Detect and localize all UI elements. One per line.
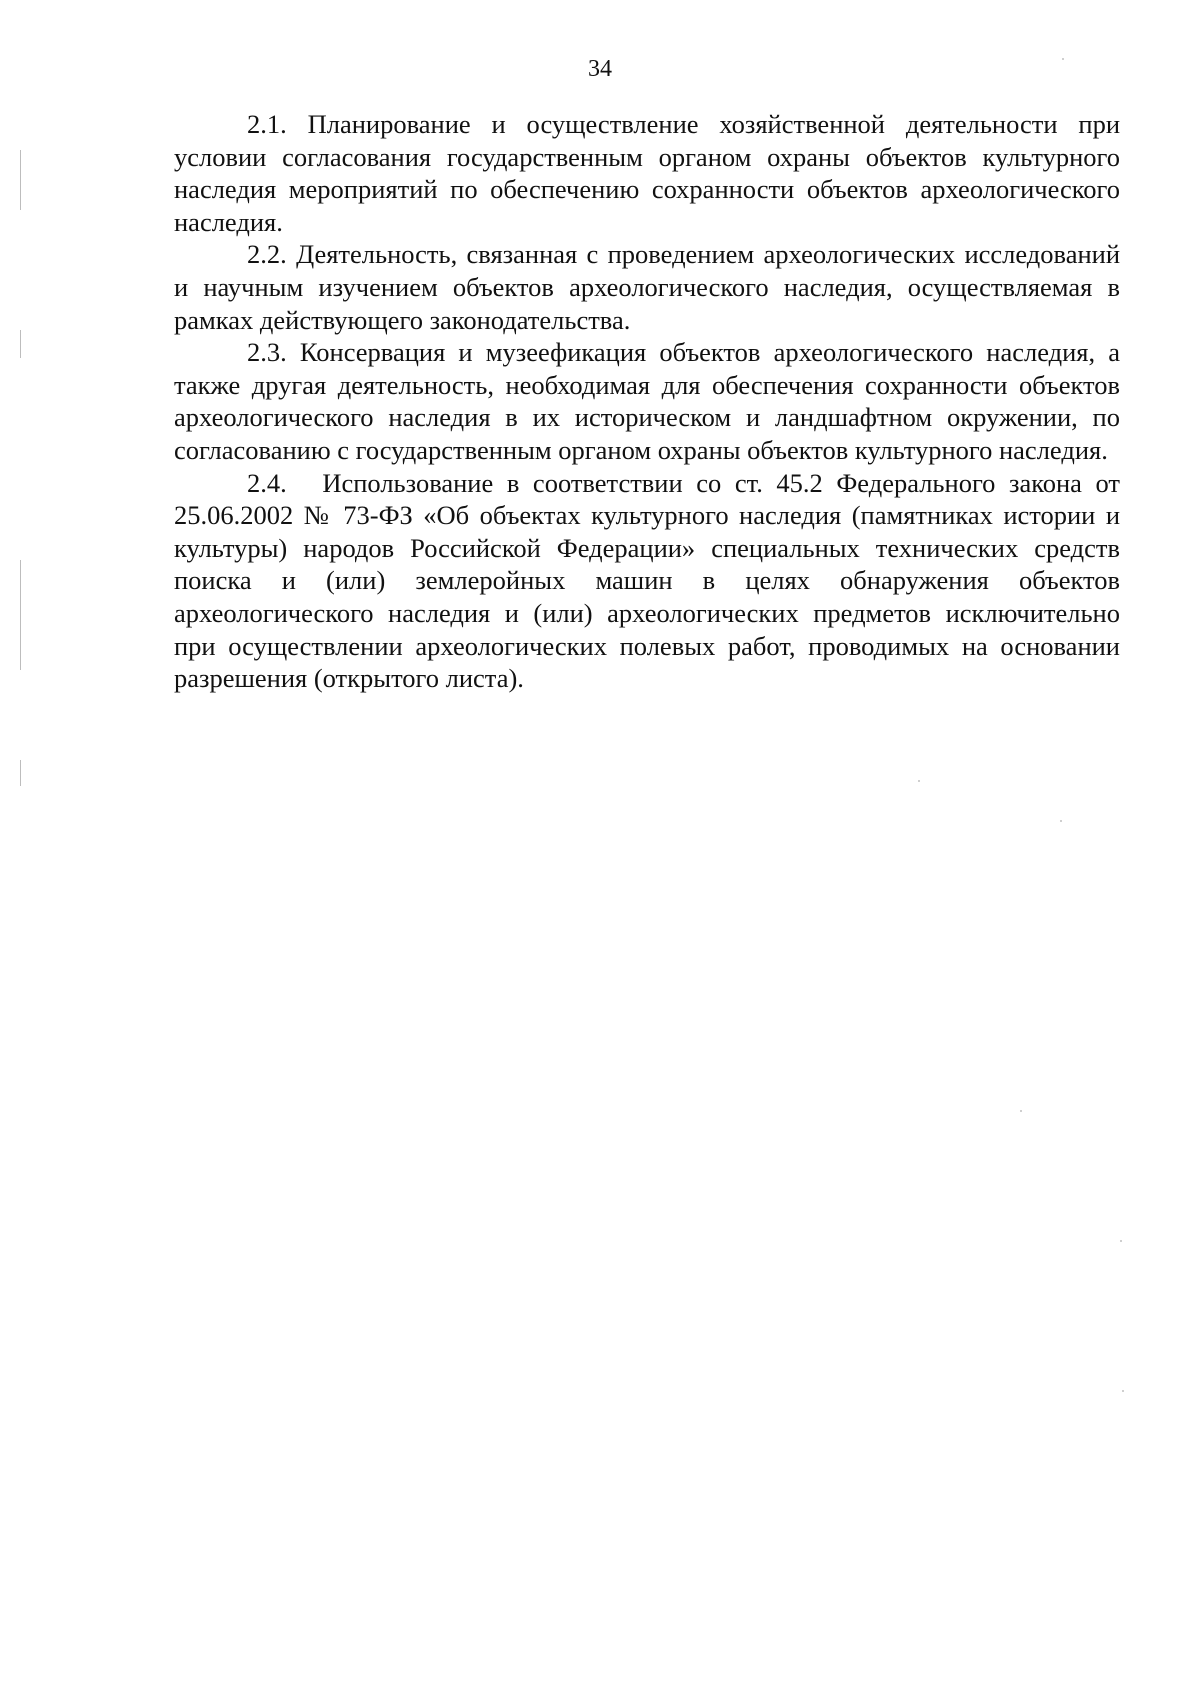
paragraph-text: Деятельность, связанная с проведением археологических исследований и научным изучением объектов археологического наследия, осуществляемая в рамках действующего законодательства.	[174, 239, 1121, 335]
paragraph-2-2	[174, 238, 1120, 336]
paragraph-text: Консервация и музеефикация объектов археологического наследия, а также другая деятельность, необходимая для обеспечения сохранности объектов археологического наследия в их историческом и ландшафтном окружении, по согласованию с государственным органом охраны объектов культурного наследия.	[174, 337, 1121, 465]
paragraph-number: 2.2.	[247, 239, 287, 270]
scan-artifact	[1020, 1110, 1022, 1112]
scan-artifact	[20, 560, 21, 670]
document-body	[174, 108, 1120, 695]
scan-artifact	[20, 330, 21, 358]
paragraph-number: 2.1.	[247, 109, 287, 139]
paragraph-text: Использование в соответствии со ст. 45.2 Федерального закона от 25.06.2002 № 73-ФЗ «Об объектах культурного наследия (памятниках истории и культуры) народов Российской Федерации» специальных технических средств поиска и (или) землеройных машин в целях обнаружения объектов археологического наследия и (или) археологических предметов исключительно при осуществлении археологических полевых работ, проводимых на основании разрешения (открытого листа).	[174, 467, 1120, 694]
paragraph-2-1	[174, 108, 1120, 238]
scan-artifact	[918, 780, 920, 782]
paragraph-text: Планирование и осуществление хозяйственной деятельности при условии согласования государственным органом охраны объектов культурного наследия мероприятий по обеспечению сохранности объектов археологического наследия.	[174, 109, 1121, 237]
paragraph-number: 2.3.	[247, 337, 287, 368]
scan-artifact	[20, 150, 21, 210]
paragraph-2-3	[174, 336, 1120, 466]
scan-artifact	[1122, 1390, 1124, 1392]
scan-artifact	[1060, 820, 1062, 822]
scan-artifact	[20, 760, 21, 786]
page-number: 34	[588, 56, 612, 82]
scan-artifact	[1120, 1240, 1122, 1242]
paragraph-number: 2.4.	[247, 467, 287, 498]
paragraph-2-4	[174, 467, 1120, 695]
